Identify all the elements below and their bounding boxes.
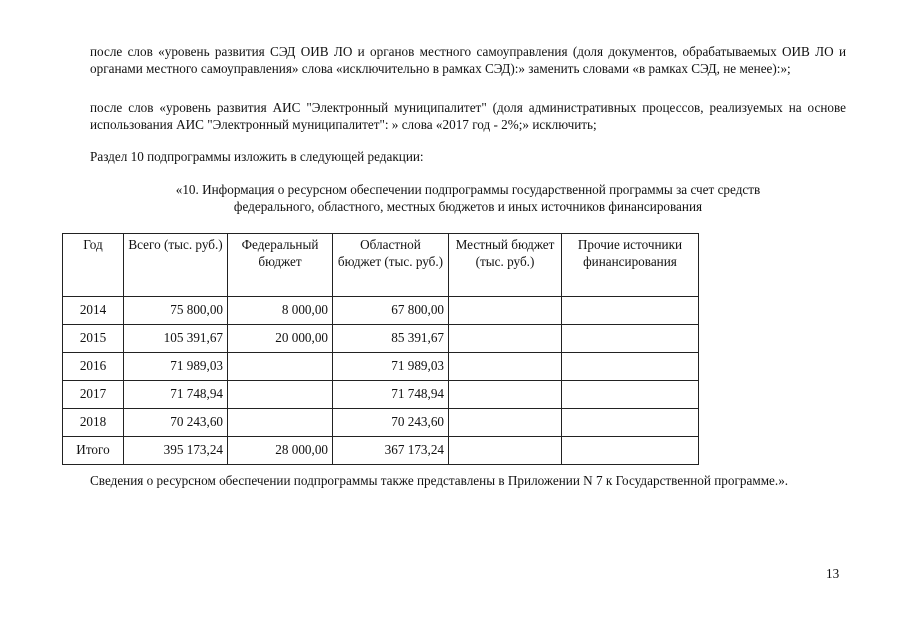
cell-local bbox=[449, 325, 562, 353]
header-federal: Федеральный бюджет bbox=[228, 234, 333, 297]
cell-federal: 28 000,00 bbox=[228, 437, 333, 465]
paragraph-section-10-intro: Раздел 10 подпрограммы изложить в следующей редакции: bbox=[90, 149, 424, 164]
cell-local bbox=[449, 409, 562, 437]
cell-other bbox=[562, 409, 699, 437]
table-row bbox=[63, 353, 699, 381]
cell-total: 70 243,60 bbox=[124, 409, 228, 437]
header-total: Всего (тыс. руб.) bbox=[124, 234, 228, 297]
cell-total: 71 748,94 bbox=[124, 381, 228, 409]
cell-regional: 67 800,00 bbox=[333, 297, 449, 325]
table-row bbox=[63, 325, 699, 353]
table-header-row bbox=[63, 234, 699, 297]
cell-local bbox=[449, 297, 562, 325]
cell-year: 2015 bbox=[63, 325, 124, 353]
cell-total: 395 173,24 bbox=[124, 437, 228, 465]
cell-regional: 85 391,67 bbox=[333, 325, 449, 353]
header-local: Местный бюджет (тыс. руб.) bbox=[449, 234, 562, 297]
cell-year: 2014 bbox=[63, 297, 124, 325]
cell-regional: 70 243,60 bbox=[333, 409, 449, 437]
table-row bbox=[63, 297, 699, 325]
cell-other bbox=[562, 297, 699, 325]
cell-total: 71 989,03 bbox=[124, 353, 228, 381]
header-other: Прочие источники финансирования bbox=[562, 234, 699, 297]
cell-regional: 367 173,24 bbox=[333, 437, 449, 465]
cell-year: 2018 bbox=[63, 409, 124, 437]
cell-local bbox=[449, 381, 562, 409]
cell-year: Итого bbox=[63, 437, 124, 465]
section-heading-line-2: федерального, областного, местных бюджетов и иных источников финансирования bbox=[233, 199, 703, 214]
header-regional: Областной бюджет (тыс. руб.) bbox=[333, 234, 449, 297]
cell-total: 75 800,00 bbox=[124, 297, 228, 325]
cell-federal bbox=[228, 353, 333, 381]
cell-total: 105 391,67 bbox=[124, 325, 228, 353]
header-year: Год bbox=[63, 234, 124, 297]
cell-federal: 20 000,00 bbox=[228, 325, 333, 353]
cell-other bbox=[562, 437, 699, 465]
cell-regional: 71 989,03 bbox=[333, 353, 449, 381]
cell-federal bbox=[228, 409, 333, 437]
paragraph-appendix-reference: Сведения о ресурсном обеспечении подпрограммы также представлены в Приложении N 7 к Государственной программе.». bbox=[90, 473, 789, 488]
cell-federal bbox=[228, 381, 333, 409]
cell-year: 2016 bbox=[63, 353, 124, 381]
table-row bbox=[63, 409, 699, 437]
table-row bbox=[63, 381, 699, 409]
page-number: 13 bbox=[826, 566, 840, 581]
section-heading-line-1: «10. Информация о ресурсном обеспечении подпрограммы государственной программы за счет средств bbox=[175, 182, 761, 197]
cell-other bbox=[562, 381, 699, 409]
cell-other bbox=[562, 325, 699, 353]
paragraph-ais-amendment: после слов «уровень развития АИС "Электронный муниципалитет" (доля административных процессов, реализуемых на основе использования АИС "Электронный муниципалитет": » слова «2017 год - 2%;» исключить; bbox=[90, 100, 846, 132]
cell-regional: 71 748,94 bbox=[333, 381, 449, 409]
paragraph-sed-amendment: после слов «уровень развития СЭД ОИВ ЛО и органов местного самоуправления (доля документов, обрабатываемых ОИВ ЛО и органами местного самоуправления» слова «исключительно в рамках СЭД):» заменить словами «в рамках СЭД, не менее):»; bbox=[90, 44, 846, 76]
cell-other bbox=[562, 353, 699, 381]
section-heading bbox=[90, 181, 846, 215]
resource-table bbox=[62, 233, 699, 465]
table-row-total bbox=[63, 437, 699, 465]
cell-local bbox=[449, 353, 562, 381]
cell-local bbox=[449, 437, 562, 465]
cell-year: 2017 bbox=[63, 381, 124, 409]
cell-federal: 8 000,00 bbox=[228, 297, 333, 325]
